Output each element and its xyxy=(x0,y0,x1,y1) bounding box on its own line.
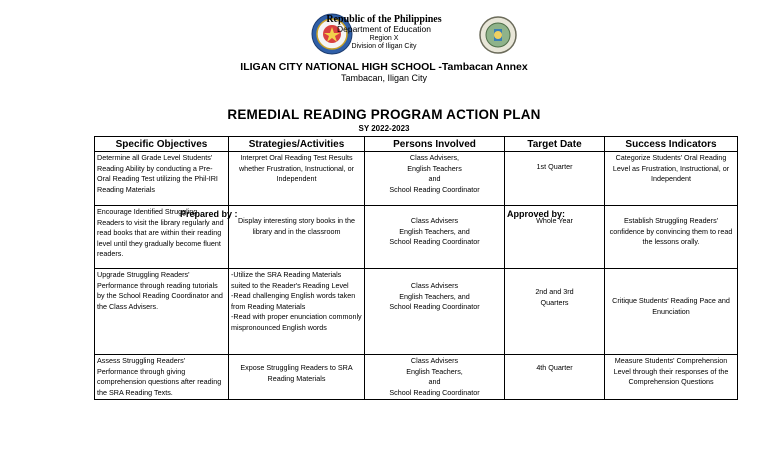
table-header-row xyxy=(95,137,738,152)
objective-cell: Determine all Grade Level Students' Reading Ability by conducting a Pre-Oral Reading Test utilizing the Phil-IRI Reading Materials xyxy=(95,152,229,206)
success-indicator-cell: Measure Students' Comprehension Level through their responses of the Comprehension Questions xyxy=(605,355,738,400)
strategy-cell: Expose Struggling Readers to SRA Reading Materials xyxy=(229,355,365,400)
target-date-cell: 4th Quarter xyxy=(505,355,605,400)
column-header: Target Date xyxy=(505,137,605,152)
target-date-cell: 2nd and 3rd Quarters xyxy=(505,269,605,355)
column-header: Persons Involved xyxy=(365,137,505,152)
success-indicator-cell: Establish Struggling Readers' confidence by convincing them to read the lessons orally. xyxy=(605,206,738,269)
strategy-cell: Interpret Oral Reading Test Results whether Frustration, Instructional, or Independent xyxy=(229,152,365,206)
column-header: Specific Objectives xyxy=(95,137,229,152)
persons-cell: Class Advisers English Teachers, and School Reading Coordinator xyxy=(365,355,505,400)
approved-by-label: Approved by: xyxy=(507,209,566,219)
school-year: SY 2022-2023 xyxy=(358,124,410,133)
prepared-by-label: Prepared by : xyxy=(180,209,238,219)
department-heading: Department of Education xyxy=(336,24,432,34)
objective-cell: Upgrade Struggling Readers' Performance through reading tutorials by the School Reading Coordinator and the Class Advisers. xyxy=(95,269,229,355)
table-row xyxy=(95,269,738,355)
table-row xyxy=(95,355,738,400)
division-heading: Division of Iligan City xyxy=(351,43,417,50)
objective-cell: Encourage Identified Struggling Readers to visit the library regularly and read books that are within their reading level until they gradually become fluent readers. xyxy=(95,206,229,269)
table-row xyxy=(95,152,738,206)
region-heading: Region X xyxy=(369,35,399,42)
document-title: REMEDIAL READING PROGRAM ACTION PLAN xyxy=(227,107,541,122)
column-header: Strategies/Activities xyxy=(229,137,365,152)
column-header: Success Indicators xyxy=(605,137,738,152)
action-plan-table xyxy=(94,136,738,400)
school-name: ILIGAN CITY NATIONAL HIGH SCHOOL -Tambacan Annex xyxy=(240,61,528,73)
objective-cell: Assess Struggling Readers' Performance through giving comprehension questions after reading the SRA Reading Texts. xyxy=(95,355,229,400)
target-date-cell: 1st Quarter xyxy=(505,152,605,206)
strategy-cell: Display interesting story books in the library and in the classroom xyxy=(229,206,365,269)
republic-heading: Republic of the Philippines xyxy=(326,14,442,25)
success-indicator-cell: Categorize Students' Oral Reading Level as Frustration, Instructional, or Independent xyxy=(605,152,738,206)
persons-cell: Class Advisers English Teachers, and School Reading Coordinator xyxy=(365,206,505,269)
school-address: Tambacan, Iligan City xyxy=(340,73,428,83)
persons-cell: Class Advisers English Teachers, and School Reading Coordinator xyxy=(365,269,505,355)
persons-cell: Class Advisers, English Teachers and School Reading Coordinator xyxy=(365,152,505,206)
success-indicator-cell: Critique Students' Reading Pace and Enunciation xyxy=(605,269,738,355)
strategy-cell: -Utilize the SRA Reading Materials suited to the Reader's Reading Level -Read challenging English words taken from Reading Materials -Read with proper enunciation commonly mispronounced English words xyxy=(229,269,365,355)
target-date-cell: Whole Year xyxy=(505,206,605,269)
